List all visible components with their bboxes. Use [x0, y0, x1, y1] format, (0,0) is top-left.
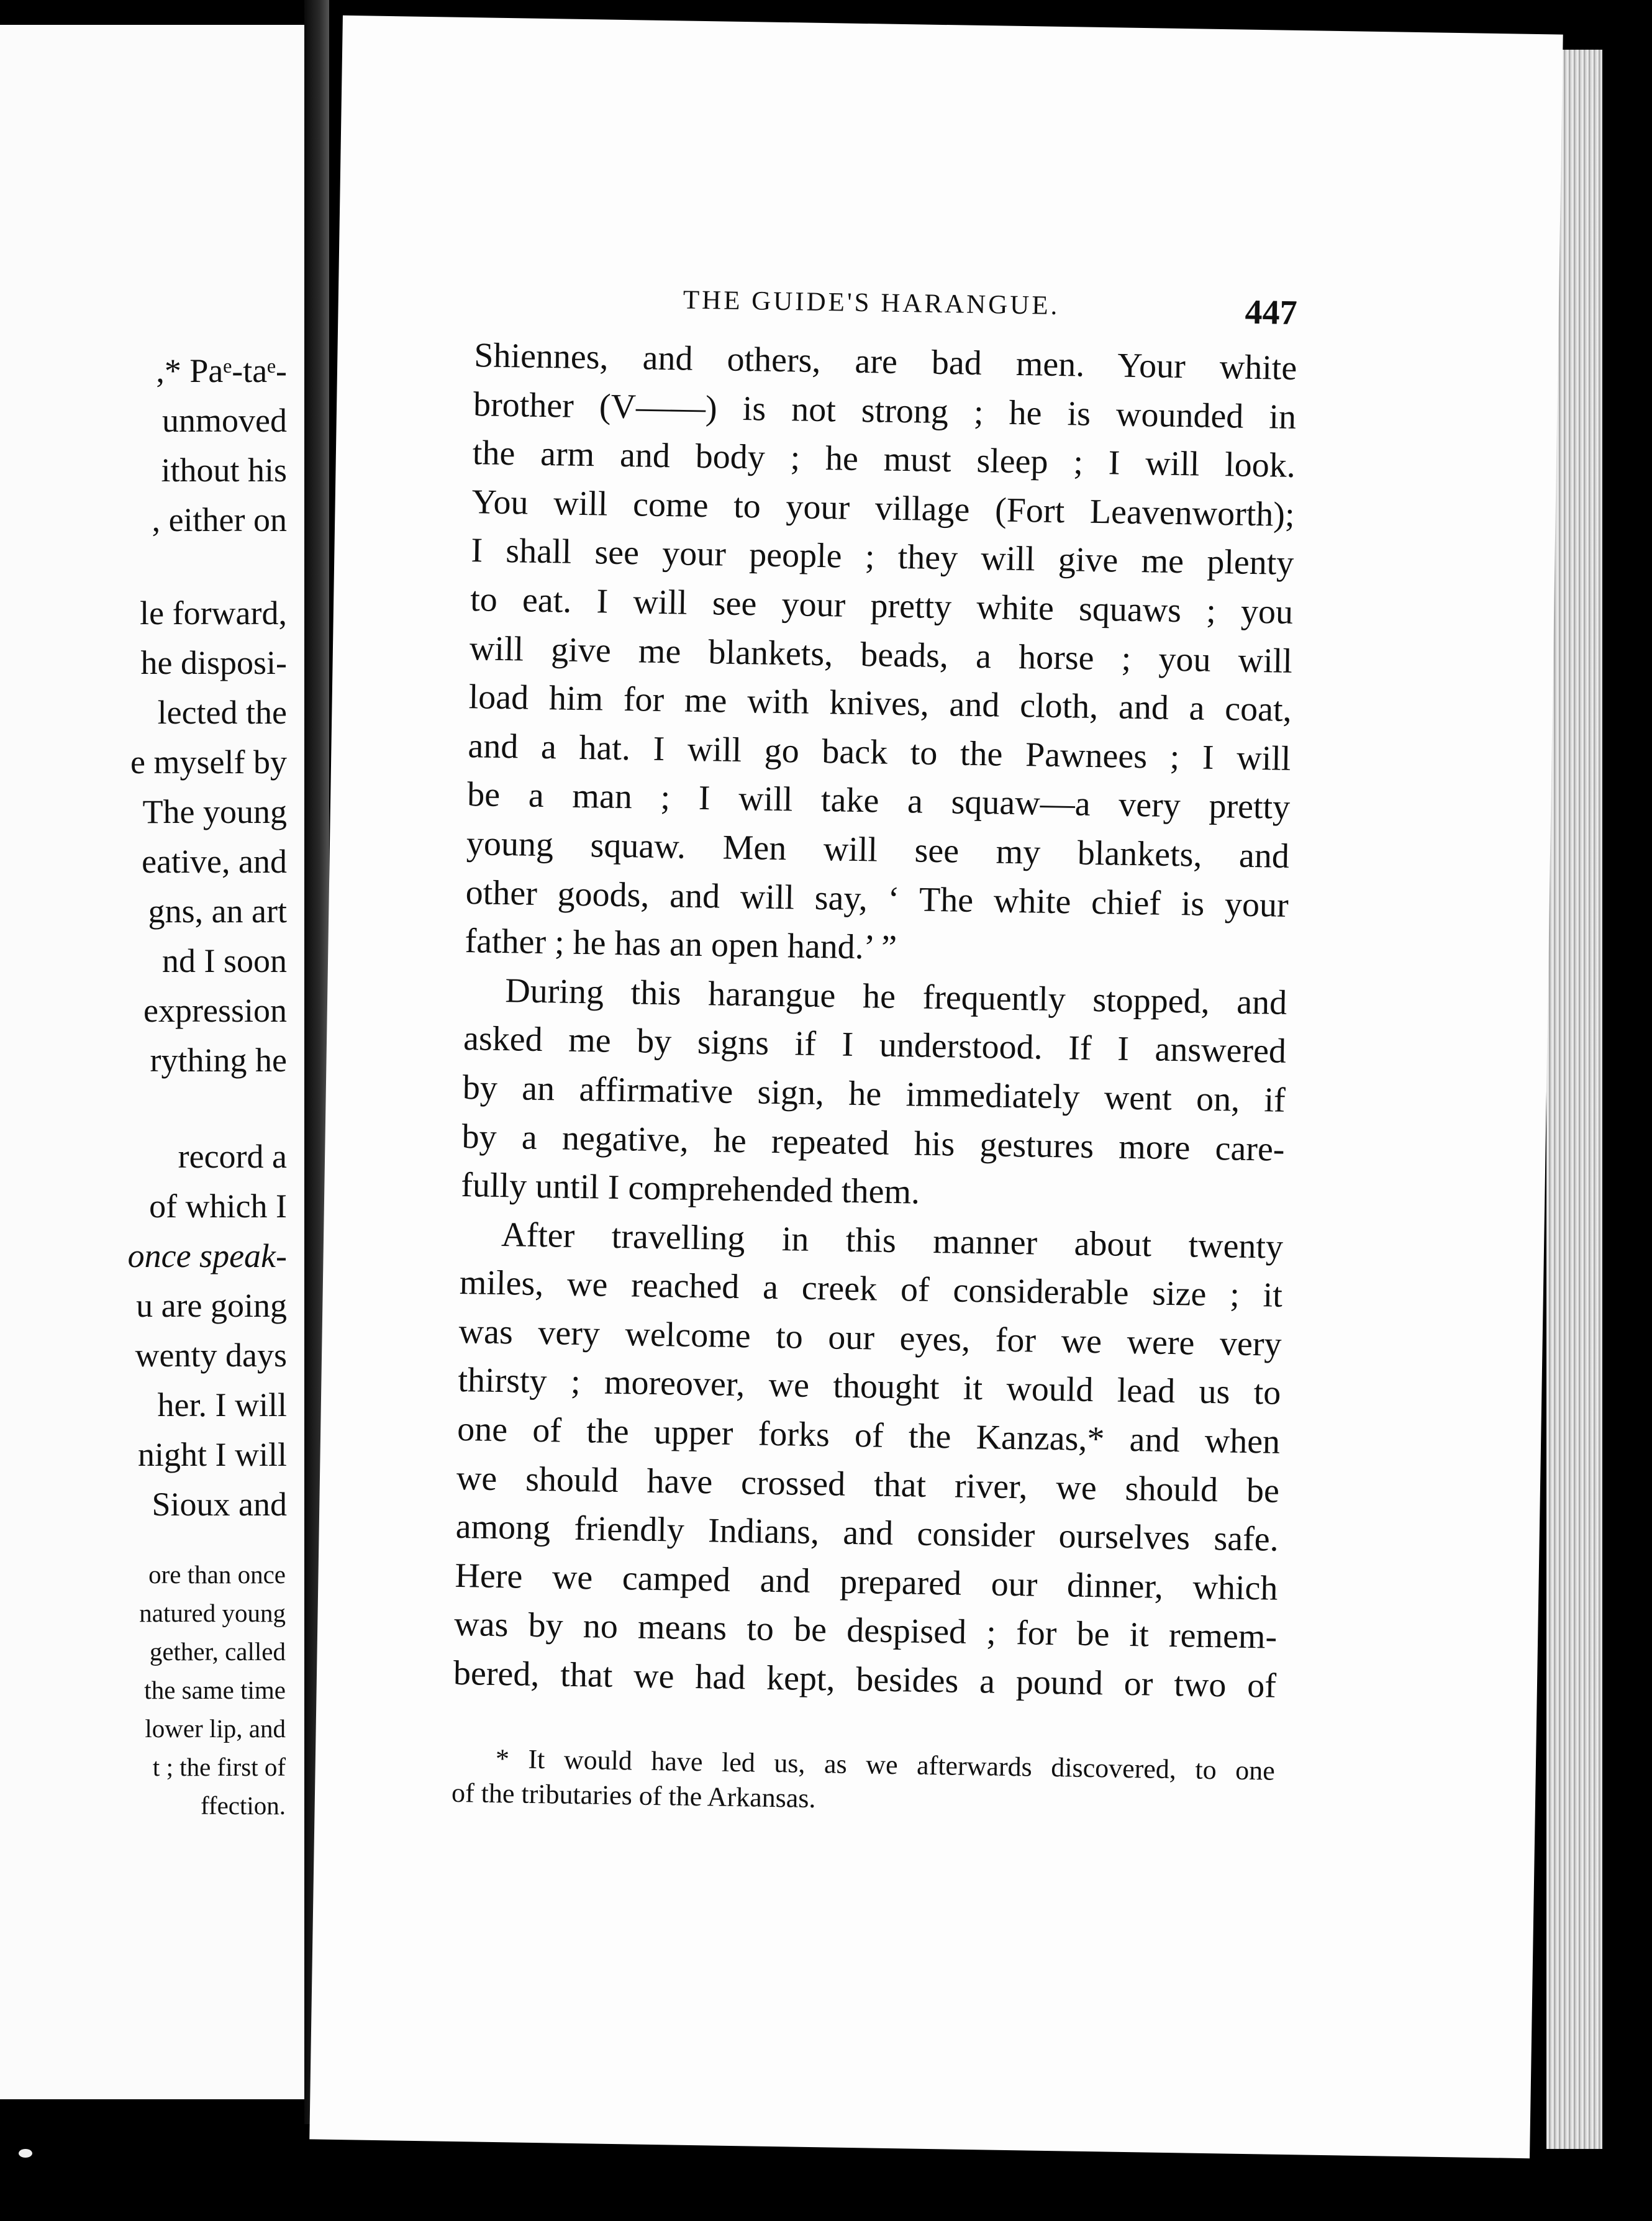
prev-page-line: wenty days [135, 1337, 287, 1374]
text-line: bered, that we had kept, besides a pound or two of [453, 1653, 1277, 1705]
prev-page-line: once speak- [127, 1237, 287, 1274]
text-line: be a man ; I will take a squaw—a very pretty [466, 775, 1291, 827]
prev-page-line: le forward, [140, 594, 287, 632]
text-line: the arm and body ; he must sleep ; I will look. [472, 434, 1296, 486]
prev-page-line: record a [178, 1138, 287, 1175]
prev-page-line: The young [142, 793, 287, 830]
footnote-line: of the tributaries of the Arkansas. [451, 1777, 816, 1814]
text-line: by a negative, he repeated his gestures more care- [461, 1117, 1285, 1169]
prev-page-footnote-line: ore than once [148, 1560, 286, 1589]
text-line: load him for me with knives, and cloth, and a coat, [468, 678, 1292, 730]
text-line: After travelling in this manner about twenty [501, 1215, 1284, 1266]
text-line: to eat. I will see your pretty white squaws ; you [470, 580, 1294, 632]
text-line: among friendly Indians, and consider ourselves safe. [455, 1507, 1279, 1559]
text-line: Here we camped and prepared our dinner, which [455, 1556, 1278, 1608]
prev-page-line: her. I will [157, 1386, 287, 1424]
text-line: and a hat. I will go back to the Pawnees ; I will [468, 726, 1291, 778]
prev-page-line: gns, an art [148, 892, 287, 930]
text-line: will give me blankets, beads, a horse ; you will [469, 629, 1293, 681]
prev-page-footnote-line: gether, called [149, 1637, 286, 1666]
prev-page-footnote-line: t ; the first of [152, 1753, 286, 1781]
text-line: Shiennes, and others, are bad men. Your white [473, 336, 1297, 388]
text-line: brother (V——) is not strong ; he is wounded in [473, 384, 1297, 437]
text-line: by an affirmative sign, he immediately went on, if [462, 1068, 1286, 1120]
prev-page-line: rything he [150, 1042, 287, 1079]
text-line: father ; he has an open hand.’ ” [465, 922, 897, 968]
prev-page-footnote-line: natured young [139, 1599, 286, 1627]
current-page [309, 16, 1563, 2158]
prev-page-line: Sioux and [152, 1486, 287, 1523]
previous-page [0, 25, 308, 2099]
prev-page-line: , either on [152, 501, 287, 538]
page-number: 447 [1245, 293, 1298, 332]
text-line: was by no means to be despised ; for be it remem- [453, 1605, 1278, 1657]
text-line: we should have crossed that river, we should be [456, 1458, 1280, 1510]
text-line: You will come to your village (Fort Leavenworth); [471, 482, 1296, 534]
prev-page-footnote-line: lower lip, and [145, 1714, 286, 1743]
scan-speck [19, 2149, 32, 2158]
prev-page-line: nd I soon [162, 942, 287, 979]
prev-page-footnote-line: the same time [144, 1676, 286, 1704]
prev-page-line: ithout his [161, 452, 287, 489]
text-line: During this harangue he frequently stopped, and [504, 971, 1287, 1022]
prev-page-line: unmoved [162, 402, 287, 439]
prev-page-footnote-line: ffection. [201, 1791, 286, 1820]
running-head: THE GUIDE'S HARANGUE. [683, 285, 1060, 320]
text-line: one of the upper forks of the Kanzas,* and when [456, 1410, 1281, 1461]
footnote-line: * It would have led us, as we afterwards discovered, to one [495, 1743, 1276, 1786]
prev-page-line: expression [143, 992, 287, 1029]
prev-page-line: eative, and [142, 843, 287, 880]
text-line: I shall see your people ; they will give me plenty [470, 531, 1294, 583]
prev-page-line: lected the [157, 694, 287, 731]
footnote [452, 1741, 1276, 1824]
prev-page-line: of which I [149, 1188, 287, 1225]
prev-page-line: e myself by [130, 743, 287, 781]
text-line: asked me by signs if I understood. If I answered [463, 1019, 1287, 1071]
text-line: fully until I comprehended them. [460, 1166, 920, 1212]
text-line: was very welcome to our eyes, for we were very [458, 1312, 1282, 1364]
prev-page-line: he disposi- [140, 644, 287, 681]
prev-page-line: ,* Paᵉ-taᵉ- [156, 352, 287, 389]
prev-page-line: night I will [138, 1436, 287, 1473]
body-text [453, 331, 1297, 1710]
text-line: thirsty ; moreover, we thought it would lead us to [457, 1361, 1281, 1413]
text-line: miles, we reached a creek of considerable size ; it [459, 1263, 1283, 1315]
prev-page-line: u are going [136, 1287, 287, 1324]
text-line: other goods, and will say, ‘ The white chief is your [465, 873, 1289, 925]
text-line: young squaw. Men will see my blankets, and [466, 824, 1290, 876]
